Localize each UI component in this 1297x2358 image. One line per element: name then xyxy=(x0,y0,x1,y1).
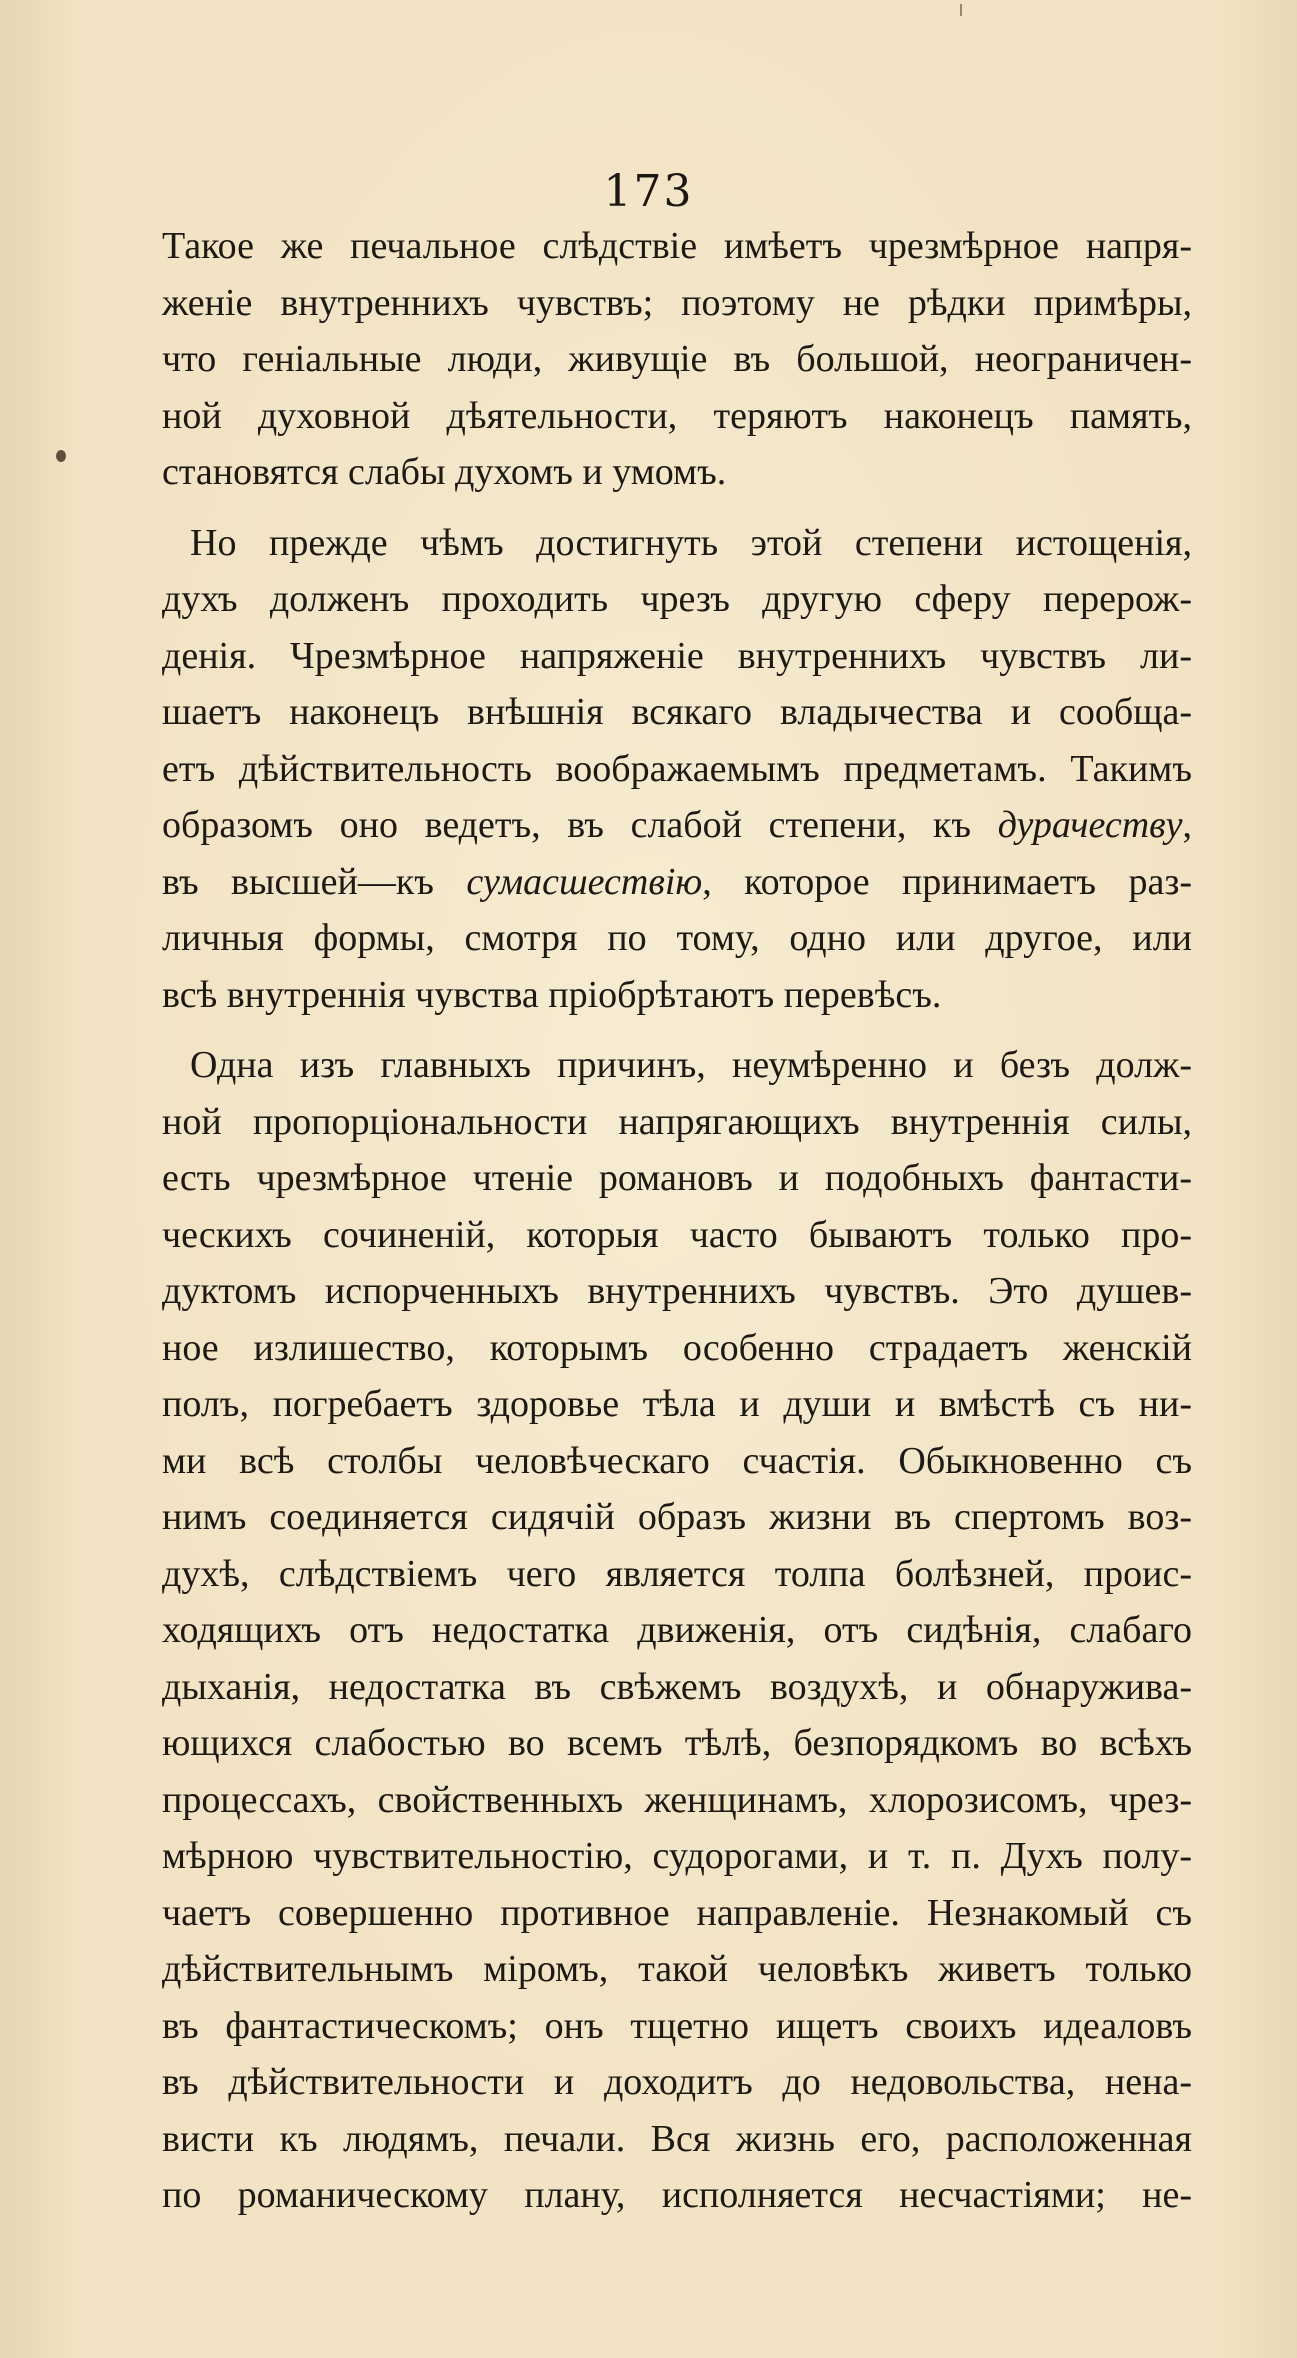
text-line: ходящихъ отъ недостатка движенія, отъ сидѣнія, слабаго xyxy=(162,1609,1192,1651)
ink-mark xyxy=(960,4,962,16)
text-line: ющихся слабостью во всемъ тѣлѣ, безпорядкомъ во всѣхъ xyxy=(162,1722,1192,1764)
text-line: становятся слабы духомъ и умомъ. xyxy=(162,451,727,493)
text-line: етъ дѣйствительность воображаемымъ предметамъ. Такимъ xyxy=(162,747,1192,790)
text-line: въ дѣйствительности и доходитъ до недовольства, нена- xyxy=(162,2061,1192,2103)
text-line: дуктомъ испорченныхъ внутреннихъ чувствъ. Это душев- xyxy=(162,1270,1192,1312)
text-line: дѣйствительнымъ міромъ, такой человѣкъ живетъ только xyxy=(162,1948,1192,1990)
text-line: денія. Чрезмѣрное напряженіе внутреннихъ чувствъ ли- xyxy=(162,634,1192,677)
text-line: процессахъ, свойственныхъ женщинамъ, хлорозисомъ, чрез- xyxy=(162,1778,1192,1821)
text-line: ной духовной дѣятельности, теряютъ наконецъ память, xyxy=(162,394,1192,437)
text-line: всѣ внутреннія чувства пріобрѣтаютъ перевѣсъ. xyxy=(162,973,942,1016)
emphasis-text: дурачеству xyxy=(997,804,1183,846)
text-line: ной пропорціональности напрягающихъ внутреннія силы, xyxy=(162,1100,1192,1143)
text-line: полъ, погребаетъ здоровье тѣла и души и вмѣстѣ съ ни- xyxy=(162,1383,1192,1425)
text-line: есть чрезмѣрное чтеніе романовъ и подобныхъ фантасти- xyxy=(162,1157,1192,1199)
text-line: нимъ соединяется сидячій образъ жизни въ спертомъ воз- xyxy=(162,1496,1192,1538)
text-line: ческихъ сочиненій, которыя часто бываютъ только про- xyxy=(162,1213,1192,1256)
text-line: въ высшей—къ сумасшествію, которое принимаетъ раз- xyxy=(162,860,1192,903)
body-text xyxy=(162,218,1192,2224)
text-line: духъ долженъ проходить чрезъ другую сферу перерож- xyxy=(162,578,1192,620)
text-line: Одна изъ главныхъ причинъ, неумѣренно и безъ долж- xyxy=(190,1044,1192,1086)
text-line: образомъ оно ведетъ, въ слабой степени, къ дурачеству, xyxy=(162,804,1192,846)
text-line: ное излишество, которымъ особенно страдаетъ женскій xyxy=(162,1326,1192,1369)
text-line: висти къ людямъ, печали. Вся жизнь его, расположенная xyxy=(162,2117,1192,2160)
text-line: Такое же печальное слѣдствіе имѣетъ чрезмѣрное напря- xyxy=(162,225,1192,267)
text-line: въ фантастическомъ; онъ тщетно ищетъ своихъ идеаловъ xyxy=(162,2004,1192,2047)
text-line: мѣрною чувствительностію, судорогами, и т. п. Духъ полу- xyxy=(162,1835,1192,1877)
ink-spot xyxy=(56,450,66,462)
emphasis-text: сумасшествію xyxy=(466,860,703,903)
text-line: по романическому плану, исполняется несчастіями; не- xyxy=(162,2174,1192,2216)
text-line: ми всѣ столбы человѣческаго счастія. Обыкновенно съ xyxy=(162,1439,1192,1482)
text-line: Но прежде чѣмъ достигнуть этой степени истощенія, xyxy=(190,521,1192,564)
text-line: шаетъ наконецъ внѣшнія всякаго владычества и сообща- xyxy=(162,691,1192,733)
text-line: духѣ, слѣдствіемъ чего является толпа болѣзней, проис- xyxy=(162,1552,1192,1595)
text-line: личныя формы, смотря по тому, одно или другое, или xyxy=(162,917,1192,959)
text-line: женіе внутреннихъ чувствъ; поэтому не рѣдки примѣры, xyxy=(162,281,1192,324)
page-number: 173 xyxy=(603,166,694,217)
text-line: дыханія, недостатка въ свѣжемъ воздухѣ, и обнаружива- xyxy=(162,1665,1192,1708)
text-line: чаетъ совершенно противное направленіе. Незнакомый съ xyxy=(162,1891,1192,1934)
text-line: что геніальные люди, живущіе въ большой, неограничен- xyxy=(162,338,1192,380)
